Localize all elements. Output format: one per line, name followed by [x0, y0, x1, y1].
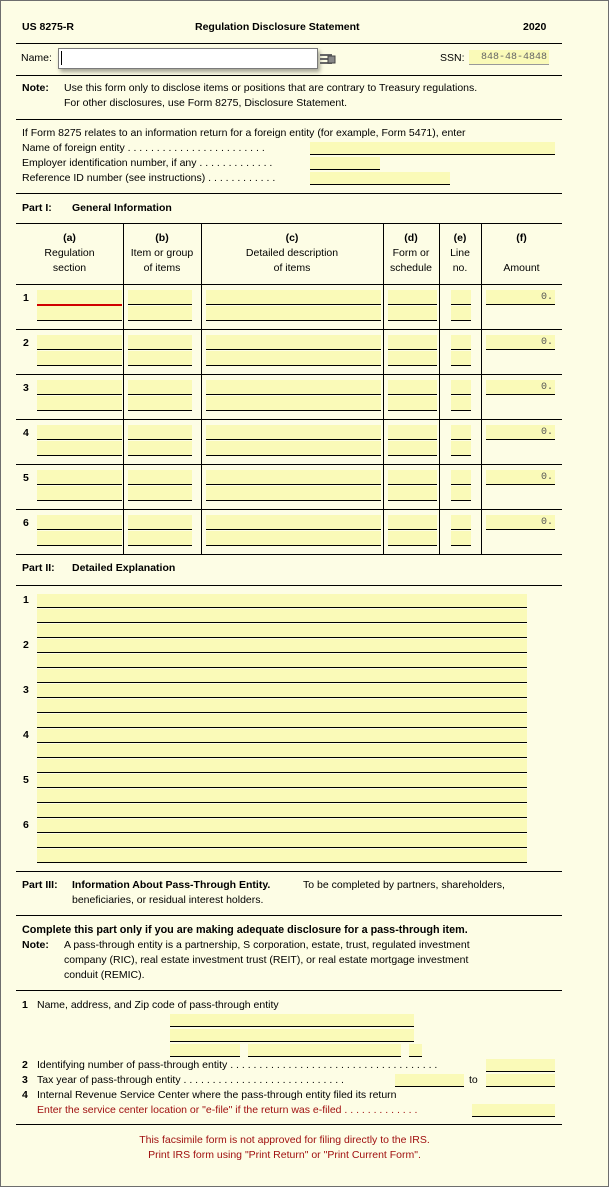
line1-label: Name, address, and Zip code of pass-through entity: [37, 999, 279, 1011]
ssn-field[interactable]: 848-48-4848: [469, 50, 549, 65]
explanation-line-field[interactable]: [37, 594, 527, 608]
header-rule: [16, 284, 562, 285]
column-letter: (a): [63, 232, 76, 244]
column-heading-line-2: section: [52, 262, 87, 274]
column-heading-line-1: Detailed description: [245, 247, 339, 259]
text-cursor: [61, 51, 62, 65]
column-heading-line-2: no.: [452, 262, 468, 274]
explanation-number: 6: [23, 819, 29, 831]
explanation-line-field[interactable]: [37, 654, 527, 668]
column-letter: (b): [155, 232, 169, 244]
table-cell-field[interactable]: [37, 351, 122, 366]
table-cell-field[interactable]: [37, 470, 122, 485]
table-cell-field[interactable]: [388, 425, 437, 440]
divider: [16, 43, 562, 44]
entity-name-field[interactable]: [170, 1014, 414, 1027]
table-cell-field[interactable]: [451, 441, 471, 456]
column-heading-line-1: Item or group: [130, 247, 194, 259]
table-cell-field[interactable]: [451, 531, 471, 546]
column-letter: (e): [453, 232, 467, 244]
table-cell-field[interactable]: [37, 306, 122, 321]
table-cell-field[interactable]: [451, 380, 471, 395]
table-cell-field[interactable]: [388, 306, 437, 321]
table-cell-field[interactable]: [128, 531, 192, 546]
part3-desc-2: beneficiaries, or residual interest holders.: [72, 894, 264, 906]
table-cell-field[interactable]: [388, 515, 437, 530]
table-cell-field[interactable]: [451, 470, 471, 485]
table-cell-field[interactable]: [206, 515, 381, 530]
explanation-number: 1: [23, 594, 29, 606]
row-number: 5: [23, 472, 29, 484]
entity-address-field[interactable]: [170, 1029, 414, 1042]
divider: [16, 585, 562, 586]
tax-year-end-field[interactable]: [486, 1074, 555, 1087]
amount-value: 0.: [540, 517, 553, 528]
table-cell-field[interactable]: [206, 351, 381, 366]
line4-num: 4: [22, 1089, 28, 1101]
table-cell-field[interactable]: [128, 486, 192, 501]
divider: [16, 871, 562, 872]
reference-id-label: Reference ID number (see instructions) . . . . . . . . . . . .: [22, 172, 276, 184]
explanation-line-field[interactable]: [37, 639, 527, 653]
amount-value: 0.: [540, 337, 553, 348]
table-cell-field[interactable]: [206, 335, 381, 350]
line2-label: Identifying number of pass-through entity . . . . . . . . . . . . . . . . . . . . . . . . . . . . . . . . . . . .: [37, 1059, 438, 1071]
table-cell-field[interactable]: [206, 396, 381, 411]
part3-desc-1: To be completed by partners, shareholders,: [303, 879, 505, 891]
footer-line-2: Print IRS form using "Print Return" or "Print Current Form".: [148, 1149, 421, 1161]
table-cell-field[interactable]: [37, 380, 122, 395]
part3-note-1: A pass-through entity is a partnership, S corporation, estate, trust, regulated investment: [64, 939, 470, 951]
divider: [16, 119, 562, 120]
tax-year-start-field[interactable]: [395, 1074, 464, 1087]
table-cell-field[interactable]: [388, 470, 437, 485]
part1-title: General Information: [72, 202, 172, 214]
amount-value: 0.: [540, 427, 553, 438]
footer-line-1: This facsimile form is not approved for filing directly to the IRS.: [139, 1134, 430, 1146]
list-picker-icon: [319, 51, 337, 68]
note-label: Note:: [22, 82, 49, 94]
foreign-name-label: Name of foreign entity . . . . . . . . . . . . . . . . . . . . . . . .: [22, 142, 265, 154]
table-cell-field[interactable]: [451, 515, 471, 530]
line4-label: Internal Revenue Service Center where the pass-through entity filed its return: [37, 1089, 397, 1101]
tax-year-to: to: [469, 1074, 478, 1086]
row-rule: [16, 419, 562, 420]
table-cell-field[interactable]: [451, 396, 471, 411]
divider: [16, 193, 562, 194]
table-cell-field[interactable]: [388, 351, 437, 366]
table-cell-field[interactable]: [388, 380, 437, 395]
row-rule: [16, 329, 562, 330]
table-cell-field[interactable]: [128, 441, 192, 456]
table-cell-field[interactable]: [451, 425, 471, 440]
table-cell-field[interactable]: [206, 380, 381, 395]
line3-label: Tax year of pass-through entity . . . . . . . . . . . . . . . . . . . . . . . . . . . .: [37, 1074, 344, 1086]
note-line-1: Use this form only to disclose items or positions that are contrary to Treasury regulations.: [64, 82, 478, 94]
table-cell-field[interactable]: [388, 396, 437, 411]
table-cell-field[interactable]: [206, 470, 381, 485]
table-cell-field[interactable]: [451, 486, 471, 501]
explanation-line-field[interactable]: [37, 759, 527, 773]
explanation-line-field[interactable]: [37, 744, 527, 758]
explanation-line-field[interactable]: [37, 669, 527, 683]
row-number: 1: [23, 292, 29, 304]
tax-year: 2020: [523, 21, 547, 33]
table-cell-field[interactable]: [388, 441, 437, 456]
row-number: 4: [23, 427, 29, 439]
column-heading-line-2: schedule: [389, 262, 433, 274]
identifying-number-field[interactable]: [486, 1059, 555, 1072]
column-heading-line-2: of items: [143, 262, 181, 274]
row-rule: [16, 464, 562, 465]
explanation-line-field[interactable]: [37, 789, 527, 803]
form-id: US 8275-R: [22, 21, 74, 33]
row-number: 2: [23, 337, 29, 349]
row-rule: [16, 374, 562, 375]
note-line-2: For other disclosures, use Form 8275, Disclosure Statement.: [64, 97, 348, 109]
line3-num: 3: [22, 1074, 28, 1086]
table-cell-field[interactable]: [128, 470, 192, 485]
table-cell-field[interactable]: [206, 425, 381, 440]
explanation-number: 4: [23, 729, 29, 741]
part3-instruction: Complete this part only if you are making adequate disclosure for a pass-through item.: [22, 924, 468, 936]
table-cell-field[interactable]: [451, 335, 471, 350]
table-cell-field[interactable]: [37, 441, 122, 456]
explanation-line-field[interactable]: [37, 609, 527, 623]
table-cell-field[interactable]: [451, 351, 471, 366]
part3-title: Information About Pass-Through Entity.: [72, 879, 271, 891]
explanation-line-field[interactable]: [37, 624, 527, 638]
name-input[interactable]: [58, 48, 318, 69]
row-rule: [16, 554, 562, 555]
entity-state-field[interactable]: [248, 1044, 401, 1057]
table-cell-field[interactable]: [128, 396, 192, 411]
table-cell-field[interactable]: [128, 306, 192, 321]
table-cell-field[interactable]: [451, 290, 471, 305]
amount-value: 0.: [540, 292, 553, 303]
entity-zip-field[interactable]: [409, 1044, 422, 1057]
divider: [16, 990, 562, 991]
reference-id-field[interactable]: [310, 172, 450, 185]
part3-note-label: Note:: [22, 939, 49, 951]
table-cell-field[interactable]: [37, 396, 122, 411]
line2-num: 2: [22, 1059, 28, 1071]
part3-note-3: conduit (REMIC).: [64, 969, 145, 981]
column-heading-line-2: Amount: [503, 262, 540, 274]
amount-value: 0.: [540, 382, 553, 393]
table-cell-field[interactable]: [37, 425, 122, 440]
part2-label: Part II:: [22, 562, 55, 574]
table-cell-field[interactable]: [206, 531, 381, 546]
explanation-line-field[interactable]: [37, 819, 527, 833]
form-title: Regulation Disclosure Statement: [195, 21, 360, 33]
name-picker-button[interactable]: [319, 51, 337, 68]
explanation-line-field[interactable]: [37, 834, 527, 848]
table-cell-field[interactable]: [206, 441, 381, 456]
table-cell-field[interactable]: [37, 531, 122, 546]
ein-label: Employer identification number, if any . . . . . . . . . . . . .: [22, 157, 273, 169]
table-cell-field[interactable]: [388, 335, 437, 350]
divider: [16, 1124, 562, 1125]
foreign-name-field[interactable]: [310, 142, 555, 155]
table-cell-field[interactable]: [206, 486, 381, 501]
table-cell-field[interactable]: [206, 306, 381, 321]
column-letter: (f): [516, 232, 527, 244]
row-rule: [16, 509, 562, 510]
explanation-number: 3: [23, 684, 29, 696]
line4-sub: Enter the service center location or "e-file" if the return was e-filed . . . . . . . . . . . . .: [37, 1104, 418, 1116]
row-number: 3: [23, 382, 29, 394]
part3-note-2: company (RIC), real estate investment trust (REIT), or real estate mortgage investment: [64, 954, 469, 966]
table-cell-field[interactable]: [37, 335, 122, 350]
line1-num: 1: [22, 999, 28, 1011]
part2-title: Detailed Explanation: [72, 562, 176, 574]
column-letter: (d): [404, 232, 418, 244]
column-heading-line-1: Regulation: [44, 247, 95, 259]
explanation-line-field[interactable]: [37, 699, 527, 713]
table-cell-field[interactable]: [388, 486, 437, 501]
explanation-number: 2: [23, 639, 29, 651]
part3-label: Part III:: [22, 879, 58, 891]
table-cell-field[interactable]: [206, 290, 381, 305]
divider: [16, 75, 562, 76]
table-cell-field[interactable]: [37, 290, 122, 306]
table-cell-field[interactable]: [128, 515, 192, 530]
table-cell-field[interactable]: [37, 515, 122, 530]
explanation-line-field[interactable]: [37, 774, 527, 788]
table-cell-field[interactable]: [37, 486, 122, 501]
divider: [16, 915, 562, 916]
amount-value: 0.: [540, 472, 553, 483]
part1-label: Part I:: [22, 202, 52, 214]
explanation-line-field[interactable]: [37, 714, 527, 728]
explanation-line-field[interactable]: [37, 804, 527, 818]
service-center-field[interactable]: [472, 1104, 555, 1117]
table-cell-field[interactable]: [388, 290, 437, 305]
explanation-line-field[interactable]: [37, 849, 527, 863]
name-label: Name:: [21, 52, 52, 64]
table-cell-field[interactable]: [128, 425, 192, 440]
table-cell-field[interactable]: [128, 335, 192, 350]
table-cell-field[interactable]: [128, 290, 192, 305]
column-letter: (c): [285, 232, 299, 244]
foreign-intro: If Form 8275 relates to an information return for a foreign entity (for example, Form 5471), enter: [22, 127, 466, 139]
table-cell-field[interactable]: [388, 531, 437, 546]
row-number: 6: [23, 517, 29, 529]
ssn-label: SSN:: [440, 52, 465, 64]
entity-city-field[interactable]: [170, 1044, 240, 1057]
explanation-number: 5: [23, 774, 29, 786]
explanation-line-field[interactable]: [37, 684, 527, 698]
table-cell-field[interactable]: [128, 351, 192, 366]
table-cell-field[interactable]: [451, 306, 471, 321]
column-heading-line-2: of items: [273, 262, 311, 274]
column-heading-line-1: Line: [450, 247, 470, 259]
explanation-line-field[interactable]: [37, 729, 527, 743]
ein-field[interactable]: [310, 157, 380, 170]
column-heading-line-1: Form or: [392, 247, 430, 259]
table-cell-field[interactable]: [128, 380, 192, 395]
